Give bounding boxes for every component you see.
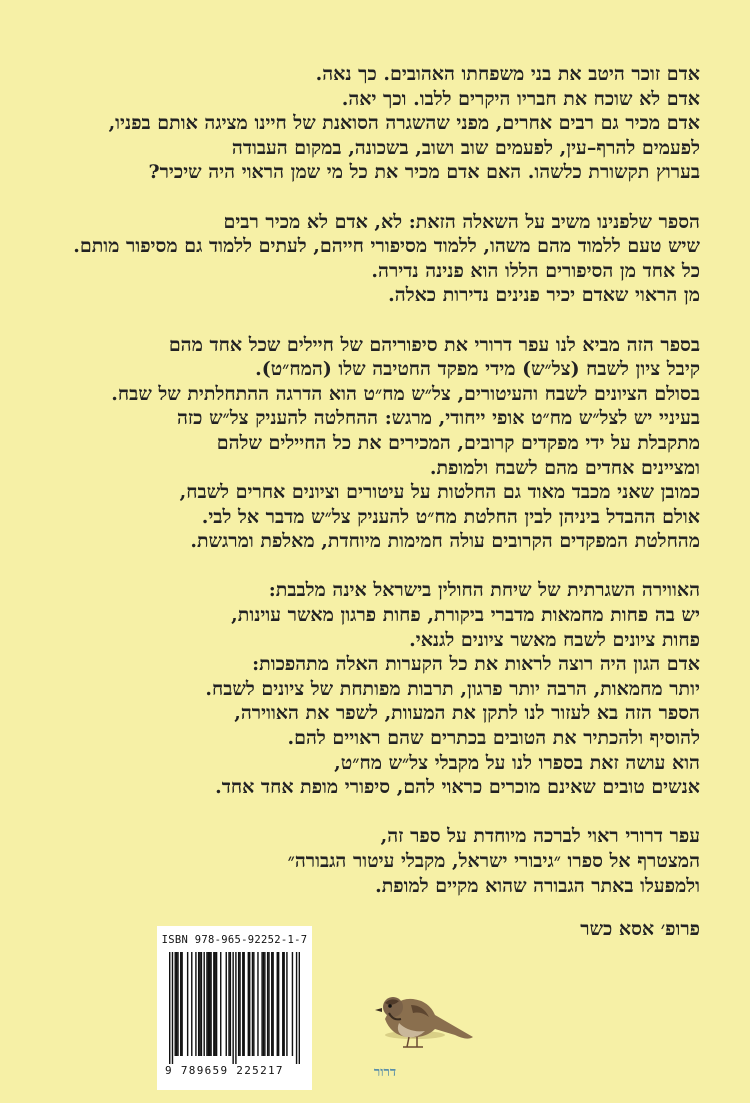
text-line: יש בה פחות מחמאות מדברי ביקורת, פחות פרגון מאשר עוינות,: [231, 604, 700, 627]
barcode-bar: [198, 952, 199, 1056]
barcode-bar: [296, 952, 297, 1064]
barcode-bar: [238, 952, 239, 1056]
text-line: אדם הגון היה רוצה לראות את כל הקערות האלה מתהפכות:: [252, 653, 700, 676]
text-line: מן הראוי שאדם יכיר פנינים נדירות כאלה.: [388, 284, 700, 307]
isbn-barcode: [157, 926, 312, 1090]
barcode-bar: [286, 952, 287, 1056]
barcode-bar: [239, 952, 240, 1056]
barcode-bar: [175, 952, 176, 1056]
blurb-text: [60, 62, 700, 923]
barcode-bar: [203, 952, 204, 1056]
text-line: הספר שלפנינו משיב על השאלה הזאת: לא, אדם לא מכיר רבים: [223, 210, 700, 233]
paragraph: [60, 210, 700, 308]
barcode-bar: [277, 952, 278, 1056]
text-line: מתקבלת על ידי מפקדים קרובים, המכירים את כל החיילים שלהם: [216, 431, 700, 454]
barcode-bar: [206, 952, 207, 1056]
barcode-bar: [252, 952, 253, 1056]
text-line: עפר דרורי ראוי לברכה מיוחדת על ספר זה,: [380, 825, 700, 848]
barcode-bar: [242, 952, 243, 1056]
barcode-bar: [272, 952, 273, 1056]
barcode-bar: [215, 952, 216, 1056]
text-line: בספר הזה מביא לנו עפר דרורי את סיפוריהם של חיילים שכל אחד מהם: [168, 333, 700, 356]
barcode-bar: [264, 952, 265, 1056]
barcode-bar: [271, 952, 272, 1056]
barcode-bar: [208, 952, 209, 1056]
text-line: בערוץ תקשורת כלשהו. האם אדם מכיר את כל מי שמן הראוי היה שיכיר?: [148, 161, 700, 184]
barcode-bar: [278, 952, 279, 1056]
isbn-label: ISBN 978-965-92252-1-7: [161, 934, 308, 946]
text-line: אדם זוכר היטב את בני משפחתו האהובים. כך נאה.: [315, 63, 700, 85]
text-line: מהחלטת המפקדים הקרובים עולה חמימות מיוחדת, מאלפת ומרגשת.: [190, 530, 700, 553]
text-line: אולם ההבדל ביניהן לבין החלטת מח״ט להעניק צל״ש מדבר אל לבי.: [201, 505, 700, 528]
barcode-bar: [210, 952, 211, 1056]
barcode-bar: [228, 952, 229, 1056]
paragraph: [60, 333, 700, 554]
barcode-bar: [220, 952, 221, 1056]
text-line: ולמפעלו באתר הגבורה שהוא מקיים למופת.: [375, 874, 700, 897]
barcode-bar: [263, 952, 264, 1056]
barcode-bar: [172, 952, 173, 1064]
paragraph: [60, 578, 700, 799]
barcode-bar: [249, 952, 250, 1056]
logo-label: דרור: [373, 1065, 397, 1080]
barcode-bar: [169, 952, 170, 1064]
barcode-bar: [176, 952, 177, 1056]
text-line: ומציינים אחדים מהם לשבח ולמופת.: [429, 456, 700, 479]
barcode-bar: [187, 952, 188, 1056]
text-line: אנשים טובים שאינם מוכרים כראוי להם, סיפורי מופת אחד אחד.: [215, 776, 700, 799]
barcode-bar: [235, 952, 236, 1064]
barcode-bar: [267, 952, 268, 1056]
barcode-bar: [232, 952, 233, 1064]
barcode-bar: [213, 952, 214, 1056]
text-line: הוא עושה זאת בספרו לנו על מקבלי צל״ש מח״ט,: [334, 751, 700, 774]
barcode-bar: [180, 952, 181, 1056]
text-line: להוסיף ולהכתיר את הטובים בכתרים שהם ראויים להם.: [287, 727, 700, 750]
text-line: בעיניי יש לצל״ש מח״ט אופי ייחודי, מרגש: ההחלטה להעניק צל״ש כזה: [176, 407, 700, 430]
barcode-bar: [257, 952, 258, 1056]
barcode-bar: [282, 952, 283, 1056]
sparrow-icon: [355, 975, 480, 1065]
text-line: כמובן שאני מכבד מאוד גם החלטות על עיטורים וציונים אחרים לשבח,: [179, 481, 700, 504]
barcode-bar: [191, 952, 192, 1056]
paragraph: [60, 824, 700, 898]
text-line: כל אחד מן הסיפורים הללו הוא פנינה נדירה.: [371, 259, 700, 282]
ean-digits: 9 789659 225217: [165, 1064, 284, 1077]
text-line: פחות ציונים לשבח מאשר ציונים לגנאי.: [409, 628, 700, 651]
barcode-bar: [253, 952, 254, 1056]
paragraph: [60, 62, 700, 185]
text-line: המצטרף אל ספרו ״גיבורי ישראל, מקבלי עיטור הגבורה״: [287, 850, 700, 872]
text-line: שיש טעם ללמוד מהם משהו, ללמוד מסיפורי חייהם, לעתים ללמוד גם מסיפור מותם.: [73, 235, 700, 258]
text-line: אדם מכיר גם רבים אחרים, מפני שהשגרה הסואנת של חיינו מציגה אותם בפניו,: [108, 112, 700, 135]
barcode-bar: [177, 952, 178, 1056]
barcode-bar: [181, 952, 182, 1056]
barcode-bar: [248, 952, 249, 1056]
text-line: אדם לא שוכח את חבריו היקרים ללבו. וכך יאה.: [341, 87, 700, 110]
barcode-bar: [268, 952, 269, 1056]
barcode-bar: [195, 952, 196, 1056]
text-line: יותר מחמאות, הרבה יותר פרגון, תרבות מפותחת של ציונים לשבח.: [205, 677, 700, 700]
barcode-bar: [243, 952, 244, 1056]
barcode-bar: [292, 952, 293, 1056]
text-line: בסולם הציונים לשבח והעיטורים, צל״ש מח״ט הוא הדרגה ההתחלתית של שבח.: [111, 382, 700, 405]
barcode-bar: [230, 952, 231, 1056]
author-signature: פרופ׳ אסא כשר: [580, 918, 700, 940]
barcode-bar: [199, 952, 200, 1056]
text-line: הספר הזה בא לעזור לנו לתקן את המעוות, לשפר את האווירה,: [234, 702, 700, 725]
text-line: קיבל ציון לשבח (צל״ש) מידי מפקד החטיבה שלו (המח״ט).: [255, 358, 700, 381]
barcode-bar: [261, 952, 262, 1056]
barcode-bar: [209, 952, 210, 1056]
barcode-bar: [299, 952, 300, 1064]
barcode-bars: [169, 952, 300, 1064]
text-line: לפעמים להרף–עין, לפעמים שוב ושוב, בשכונה, במקום העבודה: [231, 136, 700, 159]
barcode-bar: [216, 952, 217, 1056]
text-line: האווירה השגרתית של שיחת החולין בישראל אינה מלבבת:: [268, 579, 700, 602]
barcode-bar: [226, 952, 227, 1056]
barcode-bar: [201, 952, 202, 1056]
barcode-bar: [283, 952, 284, 1056]
